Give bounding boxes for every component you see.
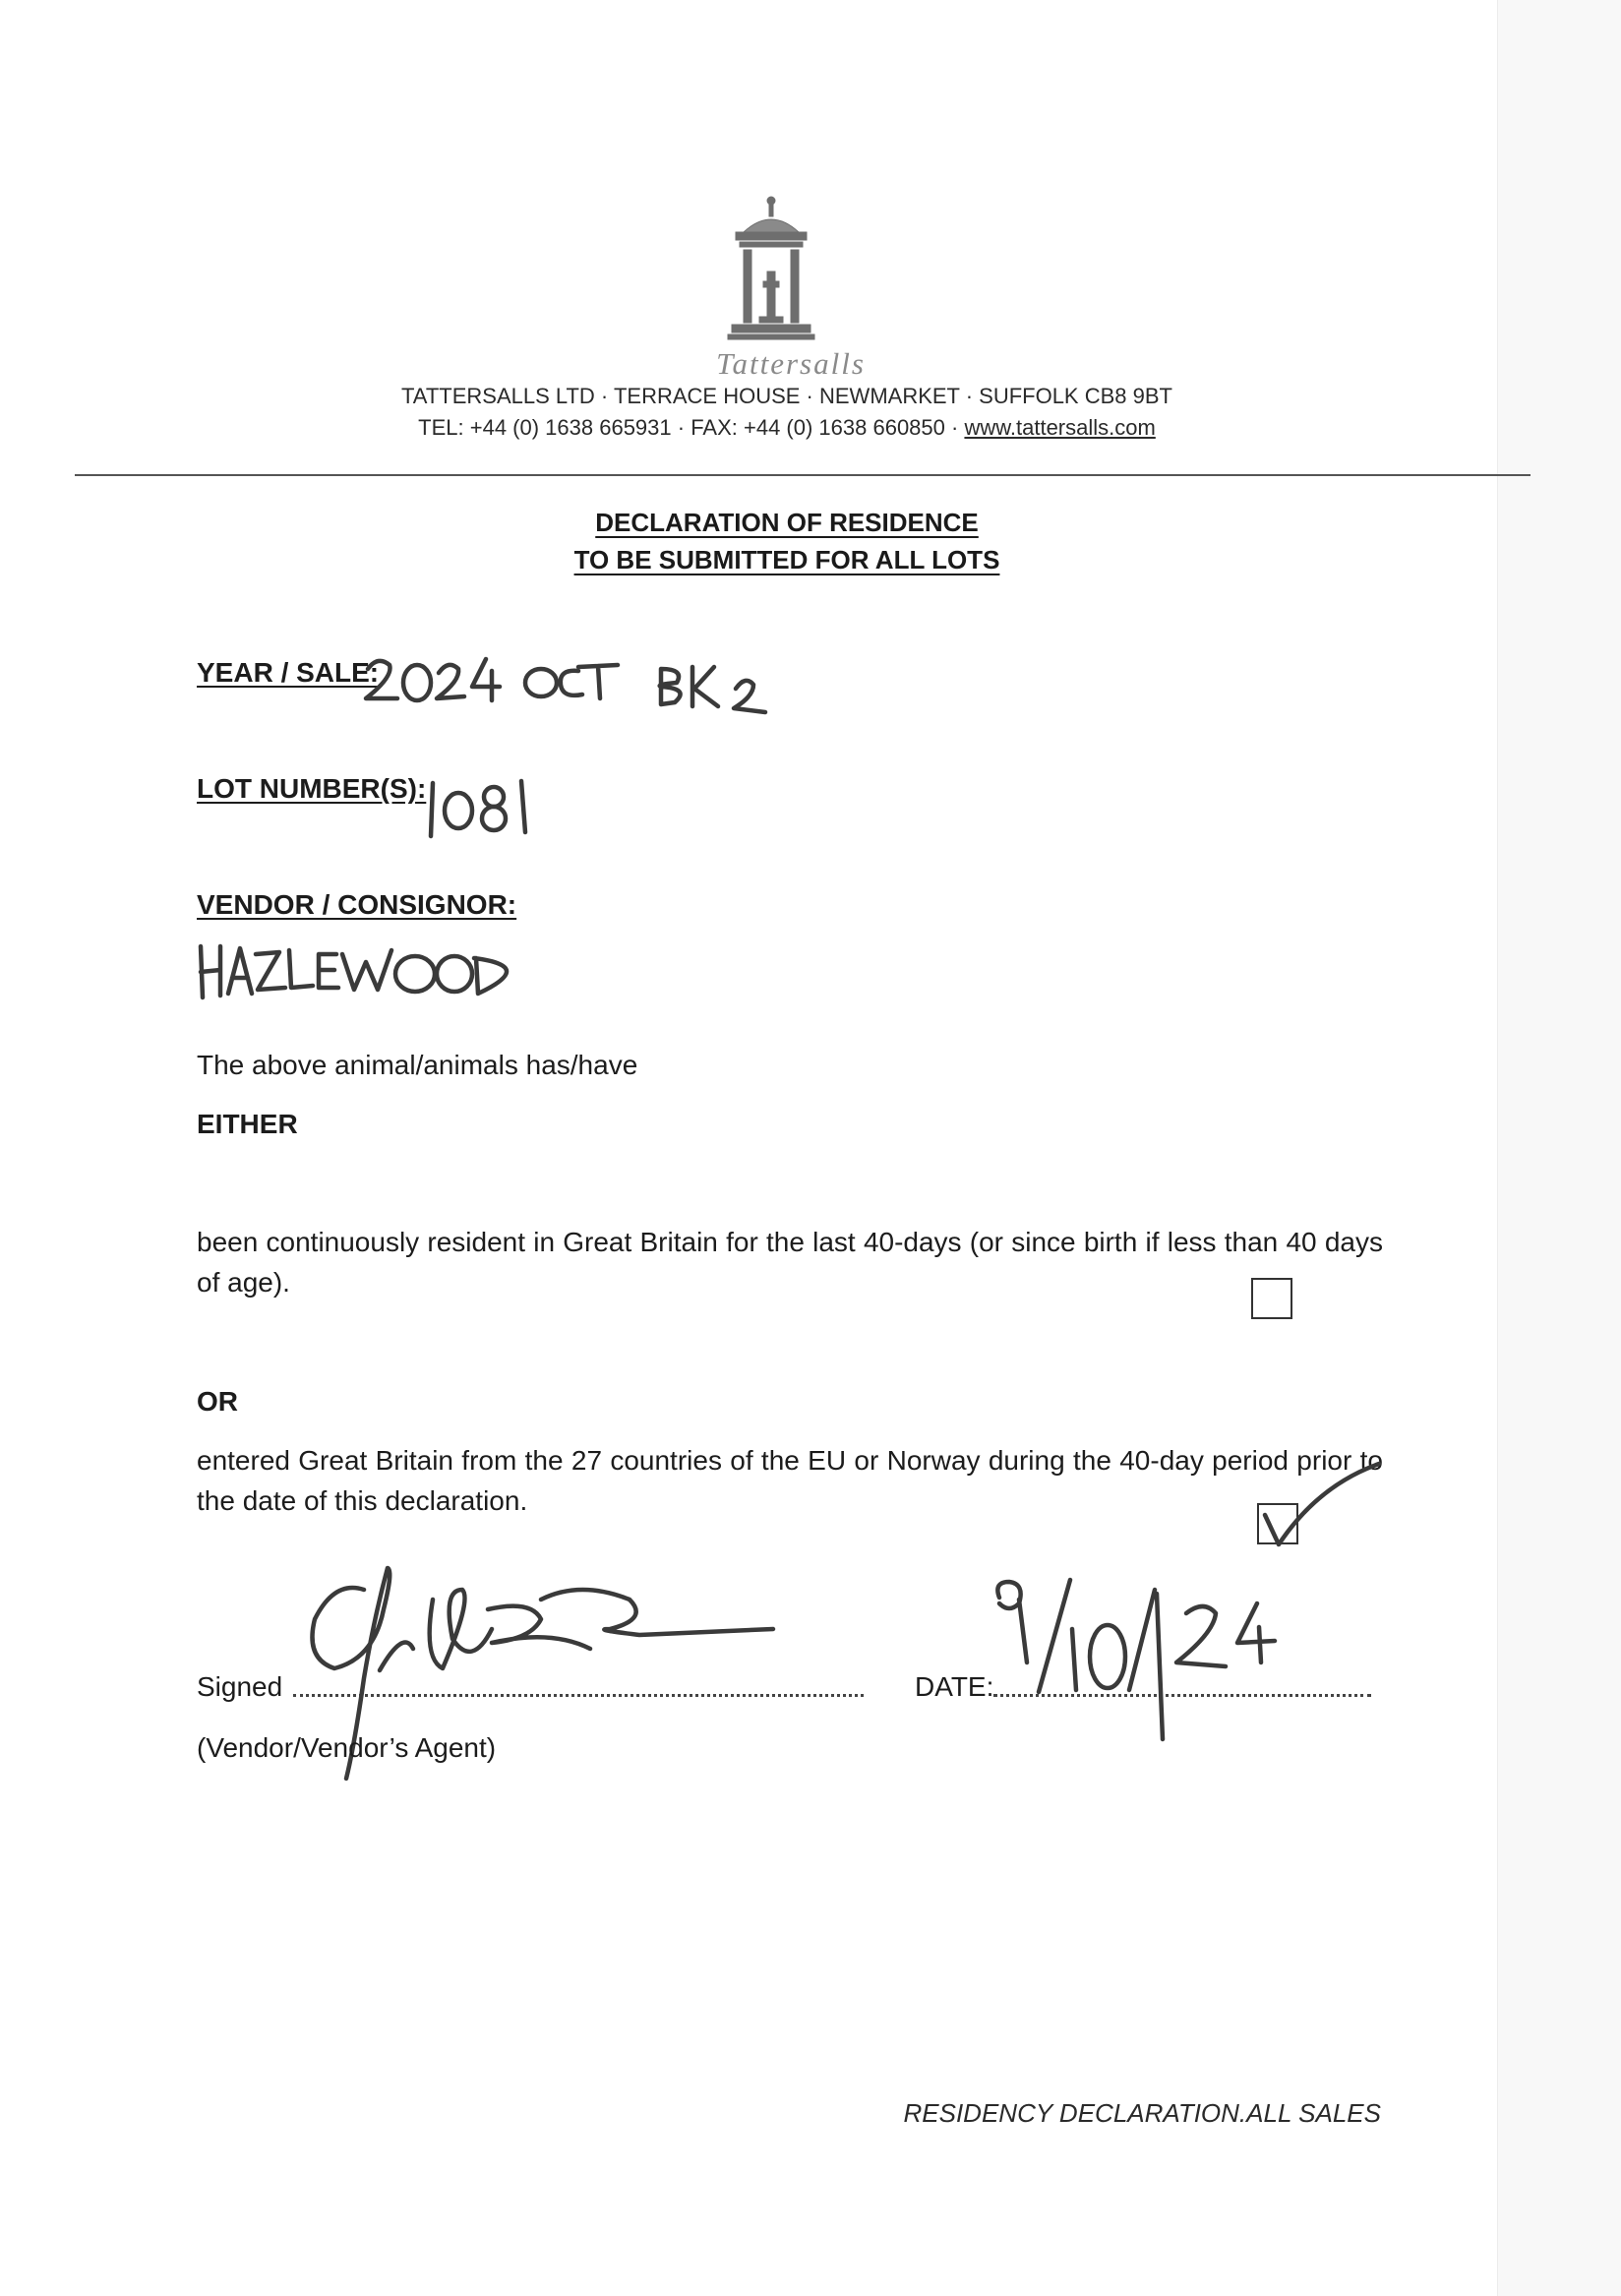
vendor-value[interactable] <box>191 937 545 1005</box>
website-link[interactable]: www.tattersalls.com <box>964 415 1156 440</box>
form-title <box>393 508 1180 538</box>
date-value[interactable] <box>980 1574 1334 1751</box>
footer-text: RESIDENCY DECLARATION.ALL SALES <box>903 2098 1381 2128</box>
form-subtitle <box>393 545 1180 575</box>
date-text <box>0 0 1 1</box>
vendor-text <box>0 0 1 1</box>
tattersalls-logo-icon <box>724 193 818 348</box>
contact-numbers: TEL: +44 (0) 1638 665931 · FAX: +44 (0) 1638 660850 · <box>418 415 965 440</box>
lot-numbers-label: LOT NUMBER(S): <box>197 773 427 804</box>
lot-numbers-value[interactable] <box>419 767 557 842</box>
option-1-checkbox[interactable] <box>1251 1278 1292 1319</box>
signer-note: (Vendor/Vendor’s Agent) <box>197 1732 497 1763</box>
brand-name: Tattersalls <box>716 346 866 381</box>
page-edge-shadow <box>1497 0 1621 2296</box>
contact-line <box>295 415 1279 441</box>
form-title-line-1: DECLARATION OF RESIDENCE <box>595 508 979 537</box>
form-title-line-2: TO BE SUBMITTED FOR ALL LOTS <box>573 545 1000 574</box>
vendor-label: VENDOR / CONSIGNOR: <box>197 889 517 920</box>
header-divider <box>75 474 1531 476</box>
option-2-text: entered Great Britain from the 27 countries of the EU or Norway during the 40-day period prior to the date of this declaration. <box>197 1445 1383 1516</box>
year-sale-value[interactable] <box>360 649 793 718</box>
intro-text: The above animal/animals has/have <box>197 1050 638 1080</box>
address-line: TATTERSALLS LTD · TERRACE HOUSE · NEWMARKET · SUFFOLK CB8 9BT <box>401 384 1172 408</box>
year-sale-text <box>0 0 1 1</box>
either-label: EITHER <box>197 1109 298 1139</box>
year-sale-label: YEAR / SALE: <box>197 657 380 688</box>
lot-numbers-text <box>0 0 1 1</box>
date-label: DATE: <box>915 1671 994 1702</box>
signed-label: Signed <box>197 1671 283 1702</box>
option-1-text: been continuously resident in Great Britain for the last 40-days (or since birth if less than 40 days of age). <box>197 1227 1383 1298</box>
or-label: OR <box>197 1386 238 1417</box>
option-2-checkmark-icon <box>1259 1456 1387 1554</box>
